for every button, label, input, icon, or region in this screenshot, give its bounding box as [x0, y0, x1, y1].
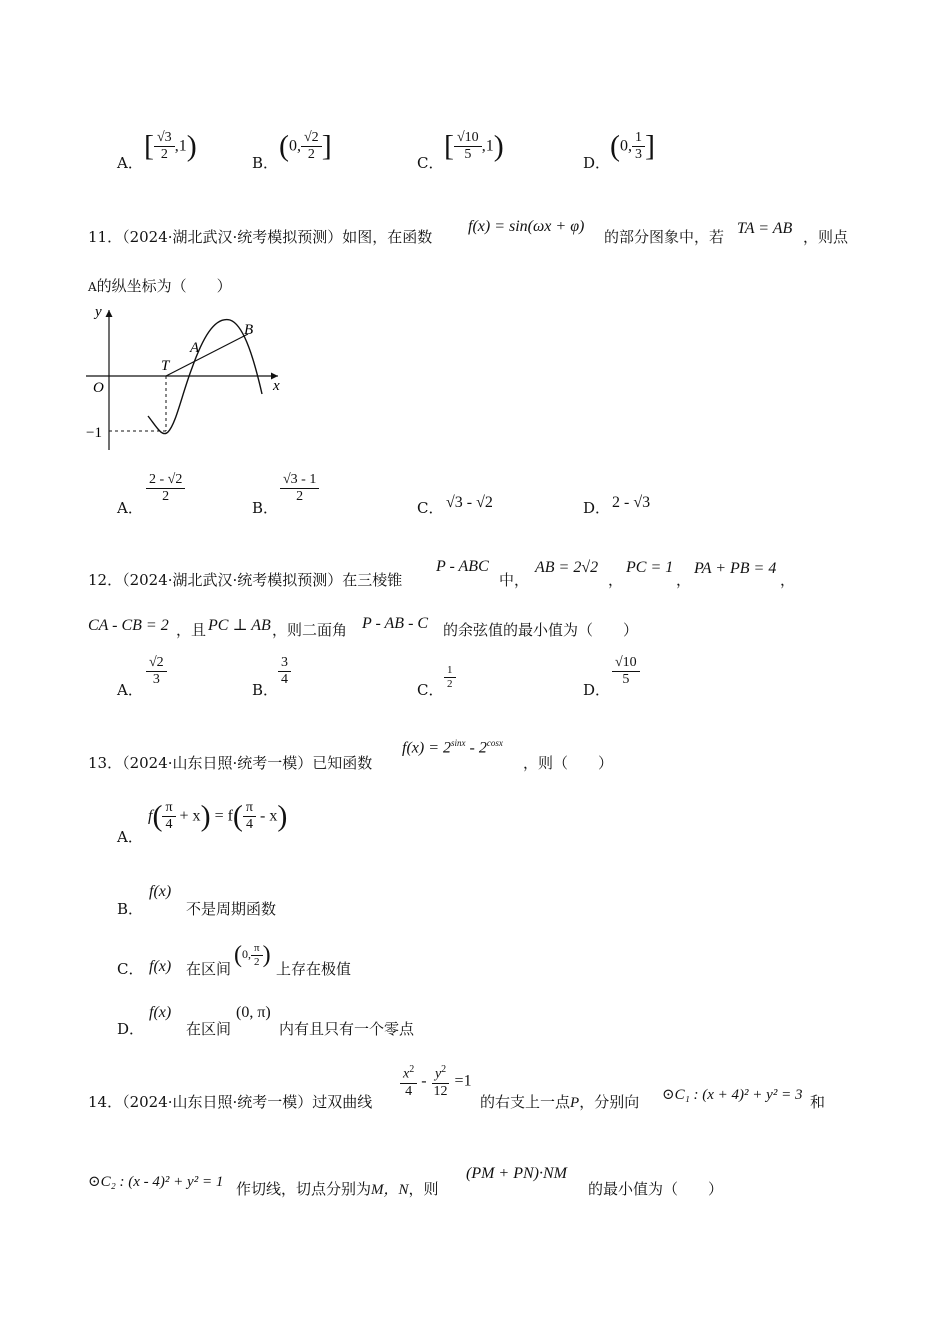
- q13-option-b-f: f(x): [149, 883, 172, 900]
- q12-cond-cacb: CA - CB = 2: [88, 617, 169, 634]
- q13-option-d-f: f(x): [149, 1004, 172, 1021]
- q13-option-b-text: 不是周期函数: [186, 900, 277, 918]
- q12-option-a-expr: $\frac{√2}{3}$: [146, 655, 167, 688]
- q12-option-b-expr: $\frac{3}{4}$: [278, 655, 291, 688]
- q13-option-c-interval: (0, $\frac{\pi}{2}$ ): [234, 942, 271, 969]
- q11-number: 11．: [88, 228, 123, 246]
- q11-option-a-expr: $\frac{2 - √2}{2}$: [146, 472, 185, 505]
- q12-zh3: ，则二面角: [272, 621, 348, 639]
- q10-option-d-label: D．: [583, 154, 611, 172]
- q12-cond-papb: PA + PB = 4: [694, 560, 777, 577]
- q13-end: ，则（ ）: [523, 754, 614, 772]
- q12-comma1: ，: [608, 571, 624, 589]
- q13-option-a-expr: f( $\frac{\pi}{4}$ + x) = f( $\frac{\pi}{4}$ - x): [148, 799, 288, 833]
- q12-zh1: 中，: [499, 571, 530, 589]
- q14-hyperbola: $\frac{x^2}{4}$ - $\frac{y^2}{12}$ =1: [400, 1064, 472, 1100]
- q12-comma3: ，: [780, 571, 796, 589]
- q14-source: （2024·山东日照·统考一模）过双曲线: [122, 1093, 373, 1111]
- q13-option-c-t1: 在区间: [186, 960, 232, 978]
- origin-label: O: [93, 380, 104, 396]
- q13-stem: [88, 752, 372, 773]
- q12-zh4: 的余弦值的最小值为（ ）: [443, 621, 639, 639]
- q11-stem-line2: A的纵坐标为（ ）: [88, 277, 232, 295]
- q13-function: $f(x) = 2^{sinx} - 2^{cosx}$: [402, 738, 503, 757]
- q12-option-d-expr: $\frac{√10}{5}$: [612, 655, 640, 688]
- q10-option-d-expr: (0, $\frac{1}{3}$ ]: [610, 129, 655, 163]
- q11-option-a-label: A．: [117, 499, 143, 517]
- q14-number: 14．: [88, 1093, 123, 1111]
- q13-option-c-label: C．: [117, 960, 144, 978]
- q11-condition: TA = AB: [737, 220, 793, 237]
- q12-option-c-expr: $\frac{1}{2}$: [444, 664, 456, 690]
- q12-option-c-label: C．: [417, 681, 444, 699]
- q11-option-d-expr: 2 - √3: [612, 494, 651, 511]
- q12-zh2: ，且: [176, 621, 207, 639]
- q11-mid-text: 的部分图象中，若: [604, 228, 725, 246]
- q12-number: 12．: [88, 571, 123, 589]
- q10-option-c-expr: [ $\frac{√10}{5}$ ,1): [444, 129, 504, 163]
- q11-option-b-expr: $\frac{√3 - 1}{2}$: [280, 472, 319, 505]
- q11-graph: [82, 298, 297, 458]
- q14-t4: 作切线，切点分别为M，N，则: [236, 1180, 439, 1198]
- q13-number: 13．: [88, 754, 123, 772]
- q12-cond-pc: PC = 1: [626, 559, 674, 576]
- segment-tb: [166, 334, 248, 376]
- q13-option-a-label: A．: [117, 828, 143, 846]
- q14-t6: 的最小值为（ ）: [588, 1180, 724, 1198]
- q14-circle-c2: ⊙C₂ : (x - 4)² + y² = 1: [88, 1174, 224, 1190]
- q10-option-c-label: C．: [417, 154, 444, 172]
- q10-option-b-expr: (0, $\frac{√2}{2}$ ]: [279, 129, 332, 163]
- q12-comma2: ，: [676, 571, 692, 589]
- q11-option-b-label: B．: [252, 499, 279, 517]
- q11-option-c-label: C．: [417, 499, 444, 517]
- q14-t3: 和: [810, 1093, 826, 1111]
- q14-t1: 的右支上一点P，分别向: [480, 1093, 640, 1111]
- q12-source: （2024·湖北武汉·统考模拟预测）在三棱锥: [122, 571, 403, 589]
- q12-option-b-label: B．: [252, 681, 279, 699]
- x-label: x: [273, 378, 280, 394]
- q13-option-d-label: D．: [117, 1020, 145, 1038]
- q13-option-d-t2: 内有且只有一个零点: [279, 1020, 415, 1038]
- q11-source: （2024·湖北武汉·统考模拟预测）如图，在函数: [122, 228, 433, 246]
- q12-dihedral: P - AB - C: [362, 615, 429, 632]
- q10-option-a-expr: [ $\frac{√3}{2}$ ,1): [144, 129, 197, 163]
- q10-option-b-label: B．: [252, 154, 279, 172]
- q12-cond-ab: AB = 2√2: [535, 559, 599, 576]
- q13-option-b-label: B．: [117, 900, 144, 918]
- q13-option-c-f: f(x): [149, 958, 172, 975]
- q11-function: f(x) = sin(ωx + φ): [468, 218, 585, 235]
- q12-pyramid: P - ABC: [436, 558, 489, 575]
- q12-stem-start: [88, 569, 402, 590]
- q12-option-d-label: D．: [583, 681, 611, 699]
- point-a-label: A: [190, 340, 200, 356]
- q14-expression: (PM + PN)·NM: [466, 1165, 567, 1182]
- q10-option-a-label: A．: [117, 154, 143, 172]
- q12-option-a-label: A．: [117, 681, 143, 699]
- q14-circle-c1: ⊙C₁ : (x + 4)² + y² = 3: [662, 1087, 803, 1103]
- minus-one-label: −1: [86, 425, 102, 441]
- q13-option-d-interval: (0, π): [236, 1004, 271, 1021]
- q14-stem: [88, 1091, 372, 1112]
- q11-stem-line1: [88, 226, 432, 247]
- q13-source: （2024·山东日照·统考一模）已知函数: [122, 754, 373, 772]
- q13-option-c-t2: 上存在极值: [276, 960, 352, 978]
- q11-option-d-label: D．: [583, 499, 611, 517]
- y-label: y: [95, 304, 102, 320]
- q12-cond-perp: PC ⊥ AB: [208, 617, 271, 634]
- q11-end-text: ，则点: [803, 228, 849, 246]
- point-t-label: T: [161, 358, 170, 374]
- q13-option-d-t1: 在区间: [186, 1020, 232, 1038]
- point-b-label: B: [244, 322, 254, 338]
- q11-option-c-expr: √3 - √2: [446, 494, 493, 511]
